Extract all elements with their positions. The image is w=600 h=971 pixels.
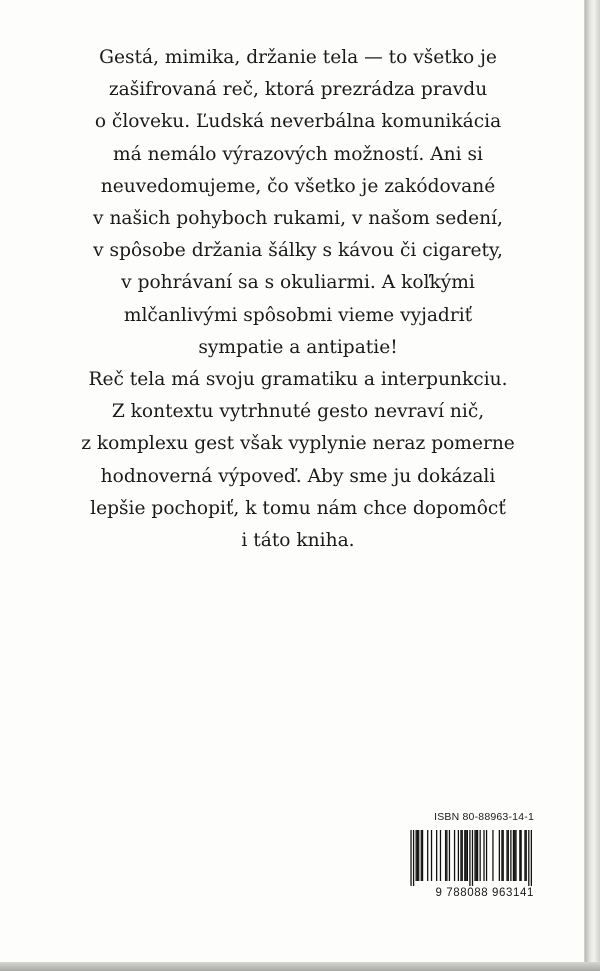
blurb-line: o človeku. Ľudská neverbálna komunikácia xyxy=(94,111,502,133)
barcode-bar xyxy=(427,830,428,881)
barcode-bar xyxy=(515,830,516,881)
barcode-bar xyxy=(422,830,423,881)
blurb-line: v spôsobe držania šálky s kávou či cigarety, xyxy=(93,240,503,262)
barcode-bar xyxy=(431,830,432,881)
blurb-line: hodnoverná výpoveď. Aby sme ju dokázali xyxy=(100,465,496,487)
blurb-line: zašifrovaná reč, ktorá prezrádza pravdu xyxy=(108,79,488,101)
blurb-line: sympatie a antipatie! xyxy=(198,336,398,358)
barcode-bar xyxy=(480,830,481,881)
barcode-bar xyxy=(483,830,484,881)
barcode-bar xyxy=(477,830,478,881)
blurb-line: Z kontextu vytrhnuté gesto nevraví nič, xyxy=(111,401,485,423)
isbn-barcode-block xyxy=(404,810,534,899)
barcode-bar xyxy=(421,830,422,881)
barcode-bar xyxy=(501,830,502,881)
barcode-bar xyxy=(476,830,477,881)
blurb-line: v pohrávaní sa s okuliarmi. A koľkými xyxy=(121,272,475,294)
barcode-bar xyxy=(474,830,475,881)
barcode-bar xyxy=(416,830,417,881)
blurb-line: z komplexu gest však vyplynie neraz pomerne xyxy=(81,433,515,455)
barcode-bar xyxy=(446,830,447,881)
blurb-line: v našich pohyboch rukami, v našom sedení, xyxy=(93,208,503,230)
blurb-line: neuvedomujeme, čo všetko je zakódované xyxy=(100,175,496,197)
book-page-edge-bottom xyxy=(0,962,600,971)
barcode-bar xyxy=(486,830,487,881)
barcode-bar xyxy=(510,830,511,881)
barcode-bar xyxy=(513,830,514,881)
ean-digits: 9 788088 963141 xyxy=(435,887,534,899)
blurb-text xyxy=(40,42,556,557)
blurb-line: Reč tela má svoju gramatiku a interpunkciu. xyxy=(88,369,508,391)
barcode-bar xyxy=(454,830,455,881)
barcode-icon xyxy=(404,830,532,886)
barcode-bar xyxy=(508,830,509,881)
blurb-line: i táto kniha. xyxy=(241,530,355,552)
barcode-bar xyxy=(519,830,520,881)
barcode-bar xyxy=(531,830,532,886)
barcode-bar xyxy=(526,830,527,881)
barcode-bar xyxy=(445,830,446,881)
barcode-bar xyxy=(499,830,500,881)
barcode-bar xyxy=(410,830,411,886)
barcode-bar xyxy=(449,830,450,881)
book-page-edge-right xyxy=(585,0,600,971)
barcode-bar xyxy=(464,830,465,881)
barcode-bar xyxy=(469,830,470,886)
barcode-bar xyxy=(460,830,461,881)
barcode-bar xyxy=(524,830,525,881)
barcode-bar xyxy=(413,830,414,886)
blurb-line: mlčanlivými spôsobmi vieme vyjadriť xyxy=(123,304,473,326)
barcode-bar xyxy=(520,830,521,881)
barcode-bar xyxy=(472,830,473,886)
barcode-bar xyxy=(440,830,441,881)
barcode-bar xyxy=(514,830,515,881)
barcode-bar xyxy=(506,830,507,881)
barcode-bar xyxy=(492,830,493,881)
barcode-bar xyxy=(528,830,529,886)
isbn-label: ISBN 80-88963-14-1 xyxy=(434,811,534,823)
blurb-line: lepšie pochopiť, k tomu nám chce dopomôcť xyxy=(90,497,506,519)
barcode-bar xyxy=(436,830,437,881)
barcode-bar xyxy=(503,830,504,881)
blurb-line: Gestá, mimika, držanie tela — to všetko je xyxy=(99,47,497,68)
barcode-bar xyxy=(467,830,468,881)
barcode-bar xyxy=(465,830,466,881)
barcode-bar xyxy=(418,830,419,881)
blurb-line: má nemálo výrazových možností. Ani si xyxy=(113,143,483,165)
barcode-bar xyxy=(417,830,418,881)
barcode-bar xyxy=(462,830,463,881)
barcode-bar xyxy=(458,830,459,881)
